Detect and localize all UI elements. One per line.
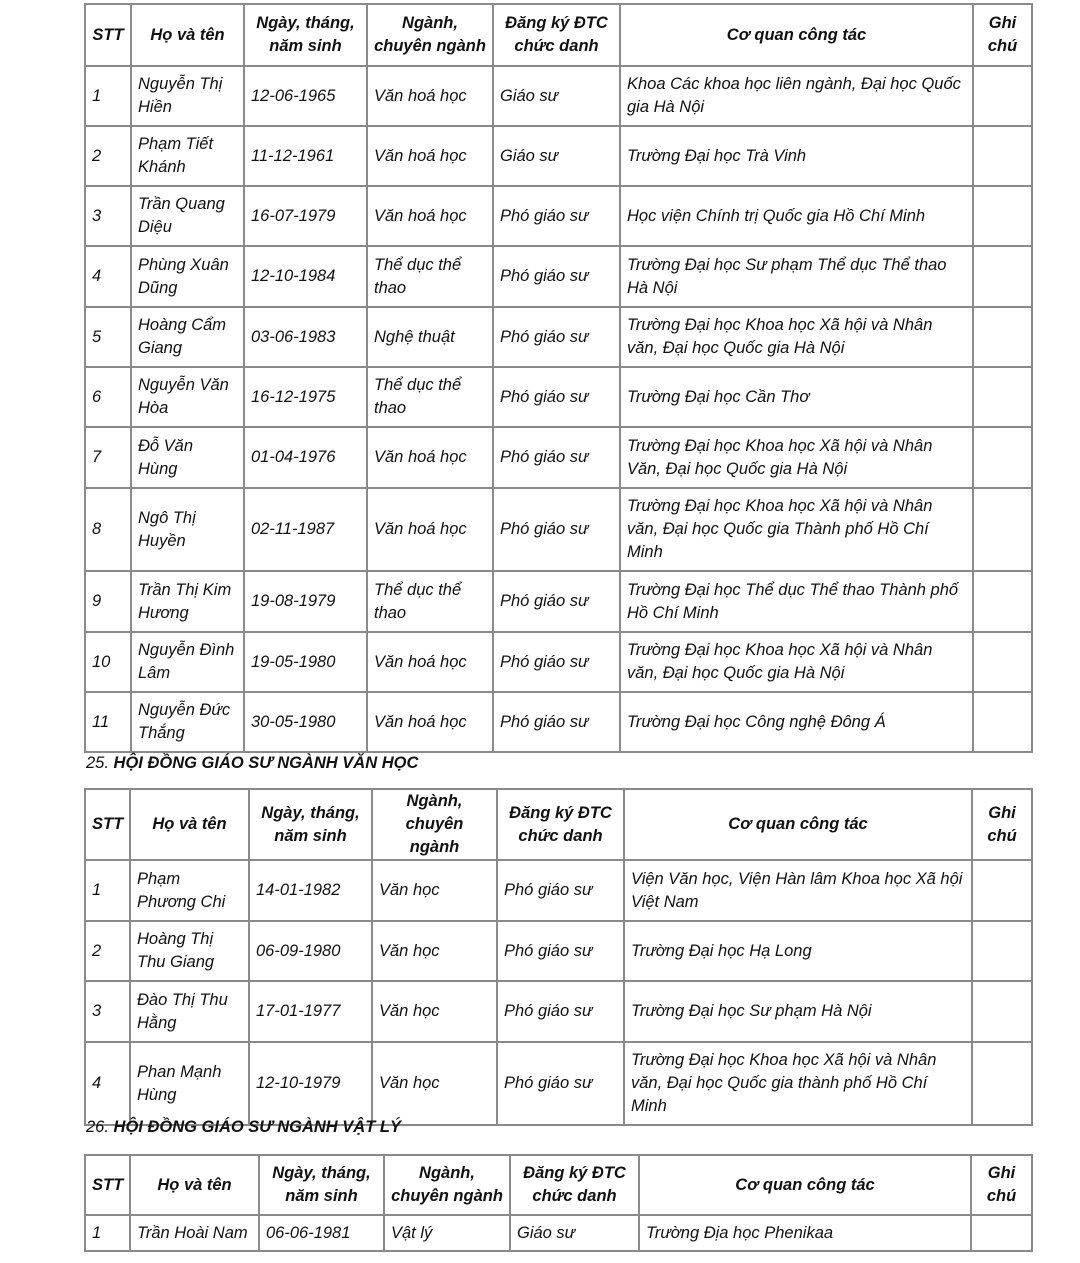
cell-org: Trường Đại học Khoa học Xã hội và Nhân Văn, Đại học Quốc gia Hà Nội [620, 427, 973, 488]
cell-note [973, 367, 1032, 427]
section-title-physics [86, 1116, 401, 1138]
header-stt: STT [85, 789, 130, 860]
cell-stt: 1 [85, 1215, 130, 1251]
cell-org: Trường Đại học Khoa học Xã hội và Nhân văn, Đại học Quốc gia Hà Nội [620, 307, 973, 367]
header-note: Ghi chú [973, 4, 1032, 66]
cell-field: Vật lý [384, 1215, 510, 1251]
council-table-physics [84, 1154, 1033, 1252]
cell-stt: 7 [85, 427, 131, 488]
cell-title: Phó giáo sư [497, 921, 624, 981]
cell-field: Văn hoá học [367, 126, 493, 186]
cell-title: Phó giáo sư [493, 307, 620, 367]
cell-field: Văn hoá học [367, 692, 493, 752]
table-header-row [85, 4, 1032, 66]
header-stt: STT [85, 1155, 130, 1215]
cell-note [973, 126, 1032, 186]
header-stt: STT [85, 4, 131, 66]
cell-stt: 5 [85, 307, 131, 367]
cell-dob: 06-09-1980 [249, 921, 372, 981]
cell-name: Nguyễn Văn Hòa [131, 367, 244, 427]
cell-name: Nguyễn Đức Thắng [131, 692, 244, 752]
header-org: Cơ quan công tác [639, 1155, 971, 1215]
header-field: Ngành, chuyên ngành [372, 789, 497, 860]
council-table-culture [84, 3, 1033, 753]
cell-org: Trường Đại học Sư phạm Thể dục Thể thao Hà Nội [620, 246, 973, 307]
cell-name: Phạm Tiết Khánh [131, 126, 244, 186]
header-dob: Ngày, tháng, năm sinh [259, 1155, 384, 1215]
cell-title: Phó giáo sư [493, 186, 620, 246]
cell-name: Nguyễn Đình Lâm [131, 632, 244, 692]
cell-name: Trần Thị Kim Hương [131, 571, 244, 632]
cell-dob: 16-12-1975 [244, 367, 367, 427]
table-row [85, 632, 1032, 692]
header-dob: Ngày, tháng, năm sinh [244, 4, 367, 66]
cell-field: Văn hoá học [367, 66, 493, 126]
cell-name: Phan Mạnh Hùng [130, 1042, 249, 1125]
table-row [85, 981, 1032, 1042]
table-row [85, 488, 1032, 571]
cell-stt: 9 [85, 571, 131, 632]
cell-dob: 02-11-1987 [244, 488, 367, 571]
cell-dob: 06-06-1981 [259, 1215, 384, 1251]
cell-stt: 2 [85, 921, 130, 981]
cell-title: Phó giáo sư [497, 860, 624, 921]
header-org: Cơ quan công tác [620, 4, 973, 66]
cell-title: Giáo sư [510, 1215, 639, 1251]
cell-stt: 1 [85, 860, 130, 921]
cell-title: Giáo sư [493, 66, 620, 126]
cell-stt: 3 [85, 981, 130, 1042]
cell-name: Trần Hoài Nam [130, 1215, 259, 1251]
cell-note [973, 692, 1032, 752]
cell-note [973, 427, 1032, 488]
cell-dob: 03-06-1983 [244, 307, 367, 367]
table-row [85, 186, 1032, 246]
cell-stt: 6 [85, 367, 131, 427]
cell-org: Trường Đại học Khoa học Xã hội và Nhân văn, Đại học Quốc gia thành phố Hồ Chí Minh [624, 1042, 972, 1125]
table-row [85, 1215, 1032, 1251]
cell-title: Phó giáo sư [497, 1042, 624, 1125]
header-field: Ngành, chuyên ngành [367, 4, 493, 66]
cell-note [973, 246, 1032, 307]
cell-note [973, 66, 1032, 126]
cell-stt: 2 [85, 126, 131, 186]
cell-title: Phó giáo sư [493, 571, 620, 632]
cell-field: Thể dục thể thao [367, 367, 493, 427]
cell-dob: 30-05-1980 [244, 692, 367, 752]
cell-note [972, 1042, 1032, 1125]
cell-field: Văn hoá học [367, 632, 493, 692]
header-dob: Ngày, tháng, năm sinh [249, 789, 372, 860]
cell-note [973, 632, 1032, 692]
cell-stt: 1 [85, 66, 131, 126]
cell-note [972, 981, 1032, 1042]
table-row [85, 1042, 1032, 1125]
table-row [85, 571, 1032, 632]
cell-org: Trường Đại học Công nghệ Đông Á [620, 692, 973, 752]
cell-field: Văn hoá học [367, 427, 493, 488]
table-row [85, 66, 1032, 126]
cell-name: Phùng Xuân Dũng [131, 246, 244, 307]
cell-field: Văn hoá học [367, 488, 493, 571]
cell-field: Thể dục thể thao [367, 571, 493, 632]
cell-org: Trường Đại học Trà Vinh [620, 126, 973, 186]
table-header-row [85, 1155, 1032, 1215]
cell-note [973, 307, 1032, 367]
cell-note [973, 571, 1032, 632]
header-note: Ghi chú [972, 789, 1032, 860]
cell-name: Nguyễn Thị Hiền [131, 66, 244, 126]
council-table-literature [84, 788, 1033, 1126]
table-row [85, 921, 1032, 981]
cell-name: Ngô Thị Huyền [131, 488, 244, 571]
cell-field: Văn học [372, 1042, 497, 1125]
table-row [85, 307, 1032, 367]
cell-name: Hoàng Thị Thu Giang [130, 921, 249, 981]
table-row [85, 367, 1032, 427]
section-number: 25. [86, 754, 109, 772]
cell-dob: 19-05-1980 [244, 632, 367, 692]
cell-dob: 11-12-1961 [244, 126, 367, 186]
header-name: Họ và tên [130, 789, 249, 860]
section-title-literature [86, 752, 418, 774]
cell-org: Học viện Chính trị Quốc gia Hồ Chí Minh [620, 186, 973, 246]
cell-dob: 01-04-1976 [244, 427, 367, 488]
cell-field: Thể dục thể thao [367, 246, 493, 307]
table-row [85, 427, 1032, 488]
cell-stt: 4 [85, 246, 131, 307]
cell-dob: 19-08-1979 [244, 571, 367, 632]
cell-field: Văn hoá học [367, 186, 493, 246]
cell-org: Trường Đại học Khoa học Xã hội và Nhân văn, Đại học Quốc gia Thành phố Hồ Chí Minh [620, 488, 973, 571]
cell-note [971, 1215, 1032, 1251]
cell-org: Trường Đại học Sư phạm Hà Nội [624, 981, 972, 1042]
cell-org: Viện Văn học, Viện Hàn lâm Khoa học Xã hội Việt Nam [624, 860, 972, 921]
cell-dob: 12-06-1965 [244, 66, 367, 126]
cell-org: Trường Đại học Khoa học Xã hội và Nhân văn, Đại học Quốc gia Hà Nội [620, 632, 973, 692]
section-heading: HỘI ĐỒNG GIÁO SƯ NGÀNH VĂN HỌC [113, 754, 419, 772]
cell-org: Khoa Các khoa học liên ngành, Đại học Quốc gia Hà Nội [620, 66, 973, 126]
header-name: Họ và tên [130, 1155, 259, 1215]
cell-dob: 14-01-1982 [249, 860, 372, 921]
cell-title: Phó giáo sư [493, 632, 620, 692]
cell-stt: 8 [85, 488, 131, 571]
header-org: Cơ quan công tác [624, 789, 972, 860]
table-row [85, 126, 1032, 186]
header-title: Đăng ký ĐTC chức danh [497, 789, 624, 860]
cell-org: Trường Địa học Phenikaa [639, 1215, 971, 1251]
cell-title: Phó giáo sư [493, 488, 620, 571]
cell-field: Văn học [372, 860, 497, 921]
cell-name: Đào Thị Thu Hằng [130, 981, 249, 1042]
cell-title: Phó giáo sư [493, 367, 620, 427]
table-row [85, 860, 1032, 921]
cell-field: Văn học [372, 921, 497, 981]
cell-note [973, 488, 1032, 571]
cell-title: Phó giáo sư [497, 981, 624, 1042]
table-header-row [85, 789, 1032, 860]
cell-org: Trường Đại học Cần Thơ [620, 367, 973, 427]
header-title: Đăng ký ĐTC chức danh [493, 4, 620, 66]
header-name: Họ và tên [131, 4, 244, 66]
section-number: 26. [86, 1118, 109, 1136]
cell-stt: 3 [85, 186, 131, 246]
header-note: Ghi chú [971, 1155, 1032, 1215]
cell-dob: 12-10-1979 [249, 1042, 372, 1125]
cell-stt: 4 [85, 1042, 130, 1125]
cell-stt: 11 [85, 692, 131, 752]
cell-title: Giáo sư [493, 126, 620, 186]
table-row [85, 692, 1032, 752]
cell-dob: 17-01-1977 [249, 981, 372, 1042]
cell-name: Trần Quang Diệu [131, 186, 244, 246]
cell-stt: 10 [85, 632, 131, 692]
section-heading: HỘI ĐỒNG GIÁO SƯ NGÀNH VẬT LÝ [113, 1118, 401, 1136]
table-row [85, 246, 1032, 307]
cell-field: Nghệ thuật [367, 307, 493, 367]
cell-name: Đỗ Văn Hùng [131, 427, 244, 488]
header-field: Ngành, chuyên ngành [384, 1155, 510, 1215]
header-title: Đăng ký ĐTC chức danh [510, 1155, 639, 1215]
cell-title: Phó giáo sư [493, 246, 620, 307]
cell-org: Trường Đại học Thể dục Thể thao Thành phố Hồ Chí Minh [620, 571, 973, 632]
cell-title: Phó giáo sư [493, 427, 620, 488]
cell-name: Phạm Phương Chi [130, 860, 249, 921]
cell-note [972, 860, 1032, 921]
cell-dob: 12-10-1984 [244, 246, 367, 307]
cell-note [972, 921, 1032, 981]
cell-title: Phó giáo sư [493, 692, 620, 752]
cell-org: Trường Đại học Hạ Long [624, 921, 972, 981]
cell-dob: 16-07-1979 [244, 186, 367, 246]
cell-note [973, 186, 1032, 246]
cell-name: Hoàng Cẩm Giang [131, 307, 244, 367]
cell-field: Văn học [372, 981, 497, 1042]
